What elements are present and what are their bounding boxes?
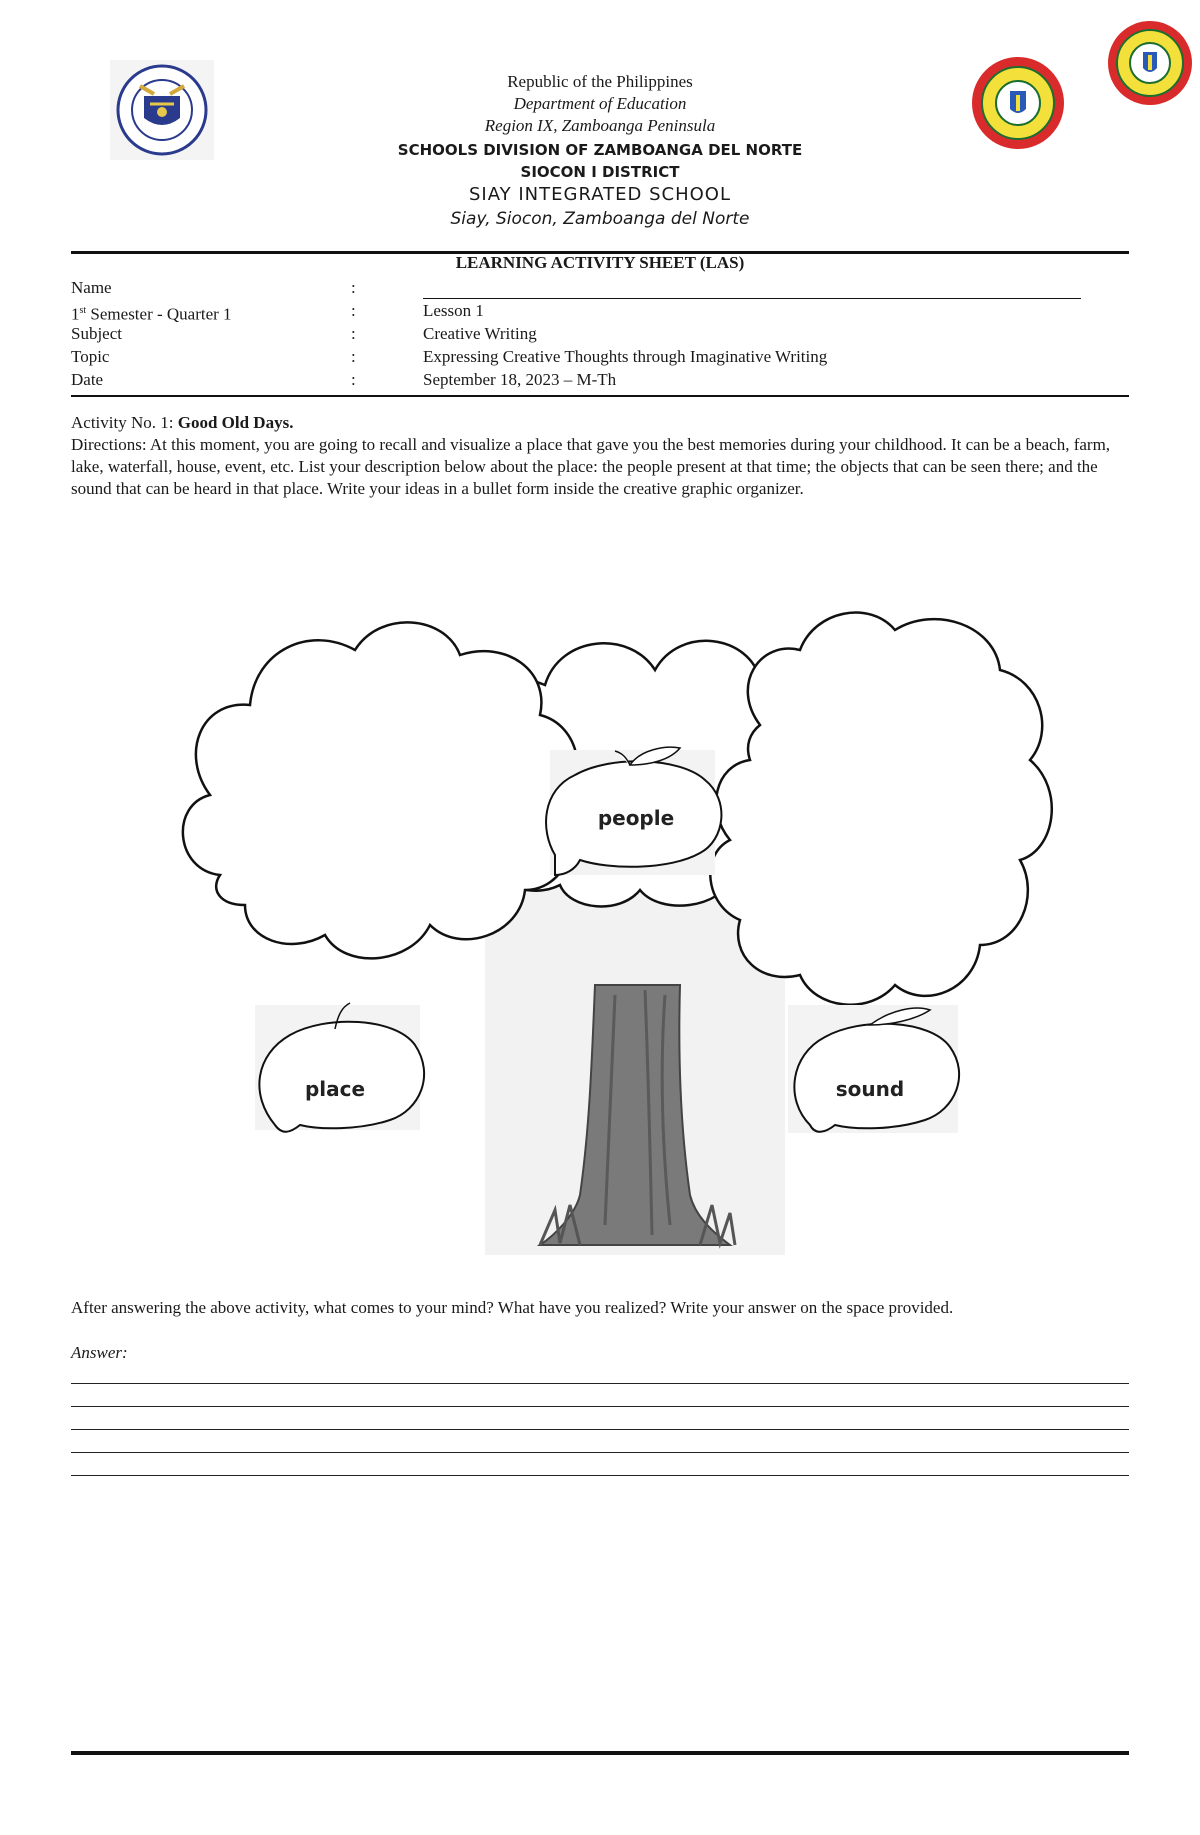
info-row-topic	[71, 345, 1129, 368]
info-row-date	[71, 368, 1129, 391]
topic-value: Expressing Creative Thoughts through Imaginative Writing	[423, 347, 828, 366]
region-text: Region IX, Zamboanga Peninsula	[484, 116, 716, 135]
colon: :	[351, 347, 356, 366]
reflection-prompt: After answering the above activity, what comes to your mind? What have you realized? Write your answer on the space provided.	[71, 1298, 954, 1317]
lesson-value: Lesson 1	[423, 301, 484, 320]
cloud-right	[710, 613, 1051, 1005]
info-row-semester	[71, 299, 1129, 322]
topic-label: Topic	[71, 347, 110, 366]
name-label: Name	[71, 278, 112, 297]
school-address: Siay, Siocon, Zamboanga del Norte	[450, 209, 750, 229]
graphic-organizer	[160, 585, 1060, 1260]
district-text: SIOCON I DISTRICT	[520, 163, 680, 181]
place-label: place	[304, 1077, 366, 1101]
answer-label: Answer:	[71, 1343, 128, 1362]
answer-line-5[interactable]	[71, 1475, 1129, 1476]
sheet-title: LEARNING ACTIVITY SHEET (LAS)	[455, 253, 745, 272]
answer-line-2[interactable]	[71, 1406, 1129, 1407]
activity-title: Good Old Days.	[177, 413, 294, 432]
info-bottom-rule	[71, 395, 1129, 397]
activity-number: Activity No. 1:	[71, 413, 178, 432]
date-value: September 18, 2023 – M-Th	[423, 370, 617, 389]
answer-line-4[interactable]	[71, 1452, 1129, 1453]
cloud-left	[183, 622, 578, 958]
answer-line-3[interactable]	[71, 1429, 1129, 1430]
department-text: Department of Education	[513, 94, 687, 113]
activity-heading	[71, 412, 1131, 434]
info-row-subject	[71, 322, 1129, 345]
info-row-name	[71, 276, 1129, 299]
subject-value: Creative Writing	[423, 324, 537, 343]
colon: :	[351, 324, 356, 343]
answer-line-1[interactable]	[71, 1383, 1129, 1384]
division-text: SCHOOLS DIVISION OF ZAMBOANGA DEL NORTE	[397, 141, 803, 159]
colon: :	[351, 370, 356, 389]
semester-label: 1st Semester - Quarter 1	[71, 304, 232, 324]
colon: :	[351, 278, 356, 297]
sound-label: sound	[835, 1077, 905, 1101]
republic-text: Republic of the Philippines	[507, 72, 693, 91]
footer-rule	[71, 1751, 1129, 1755]
subject-label: Subject	[71, 324, 122, 343]
colon: :	[351, 301, 356, 320]
people-label: people	[597, 806, 675, 830]
activity-directions: Directions: At this moment, you are going to recall and visualize a place that gave you the best memories during your childhood. It can be a beach, farm, lake, waterfall, house, event, etc. List your description below about the place: the people present at that time; the objects that can be seen there; and the sound that can be heard in that place. Write your ideas in a bullet form inside the creative graphic organizer.	[71, 435, 1111, 498]
date-label: Date	[71, 370, 104, 389]
school-name: SIAY INTEGRATED SCHOOL	[469, 184, 731, 205]
